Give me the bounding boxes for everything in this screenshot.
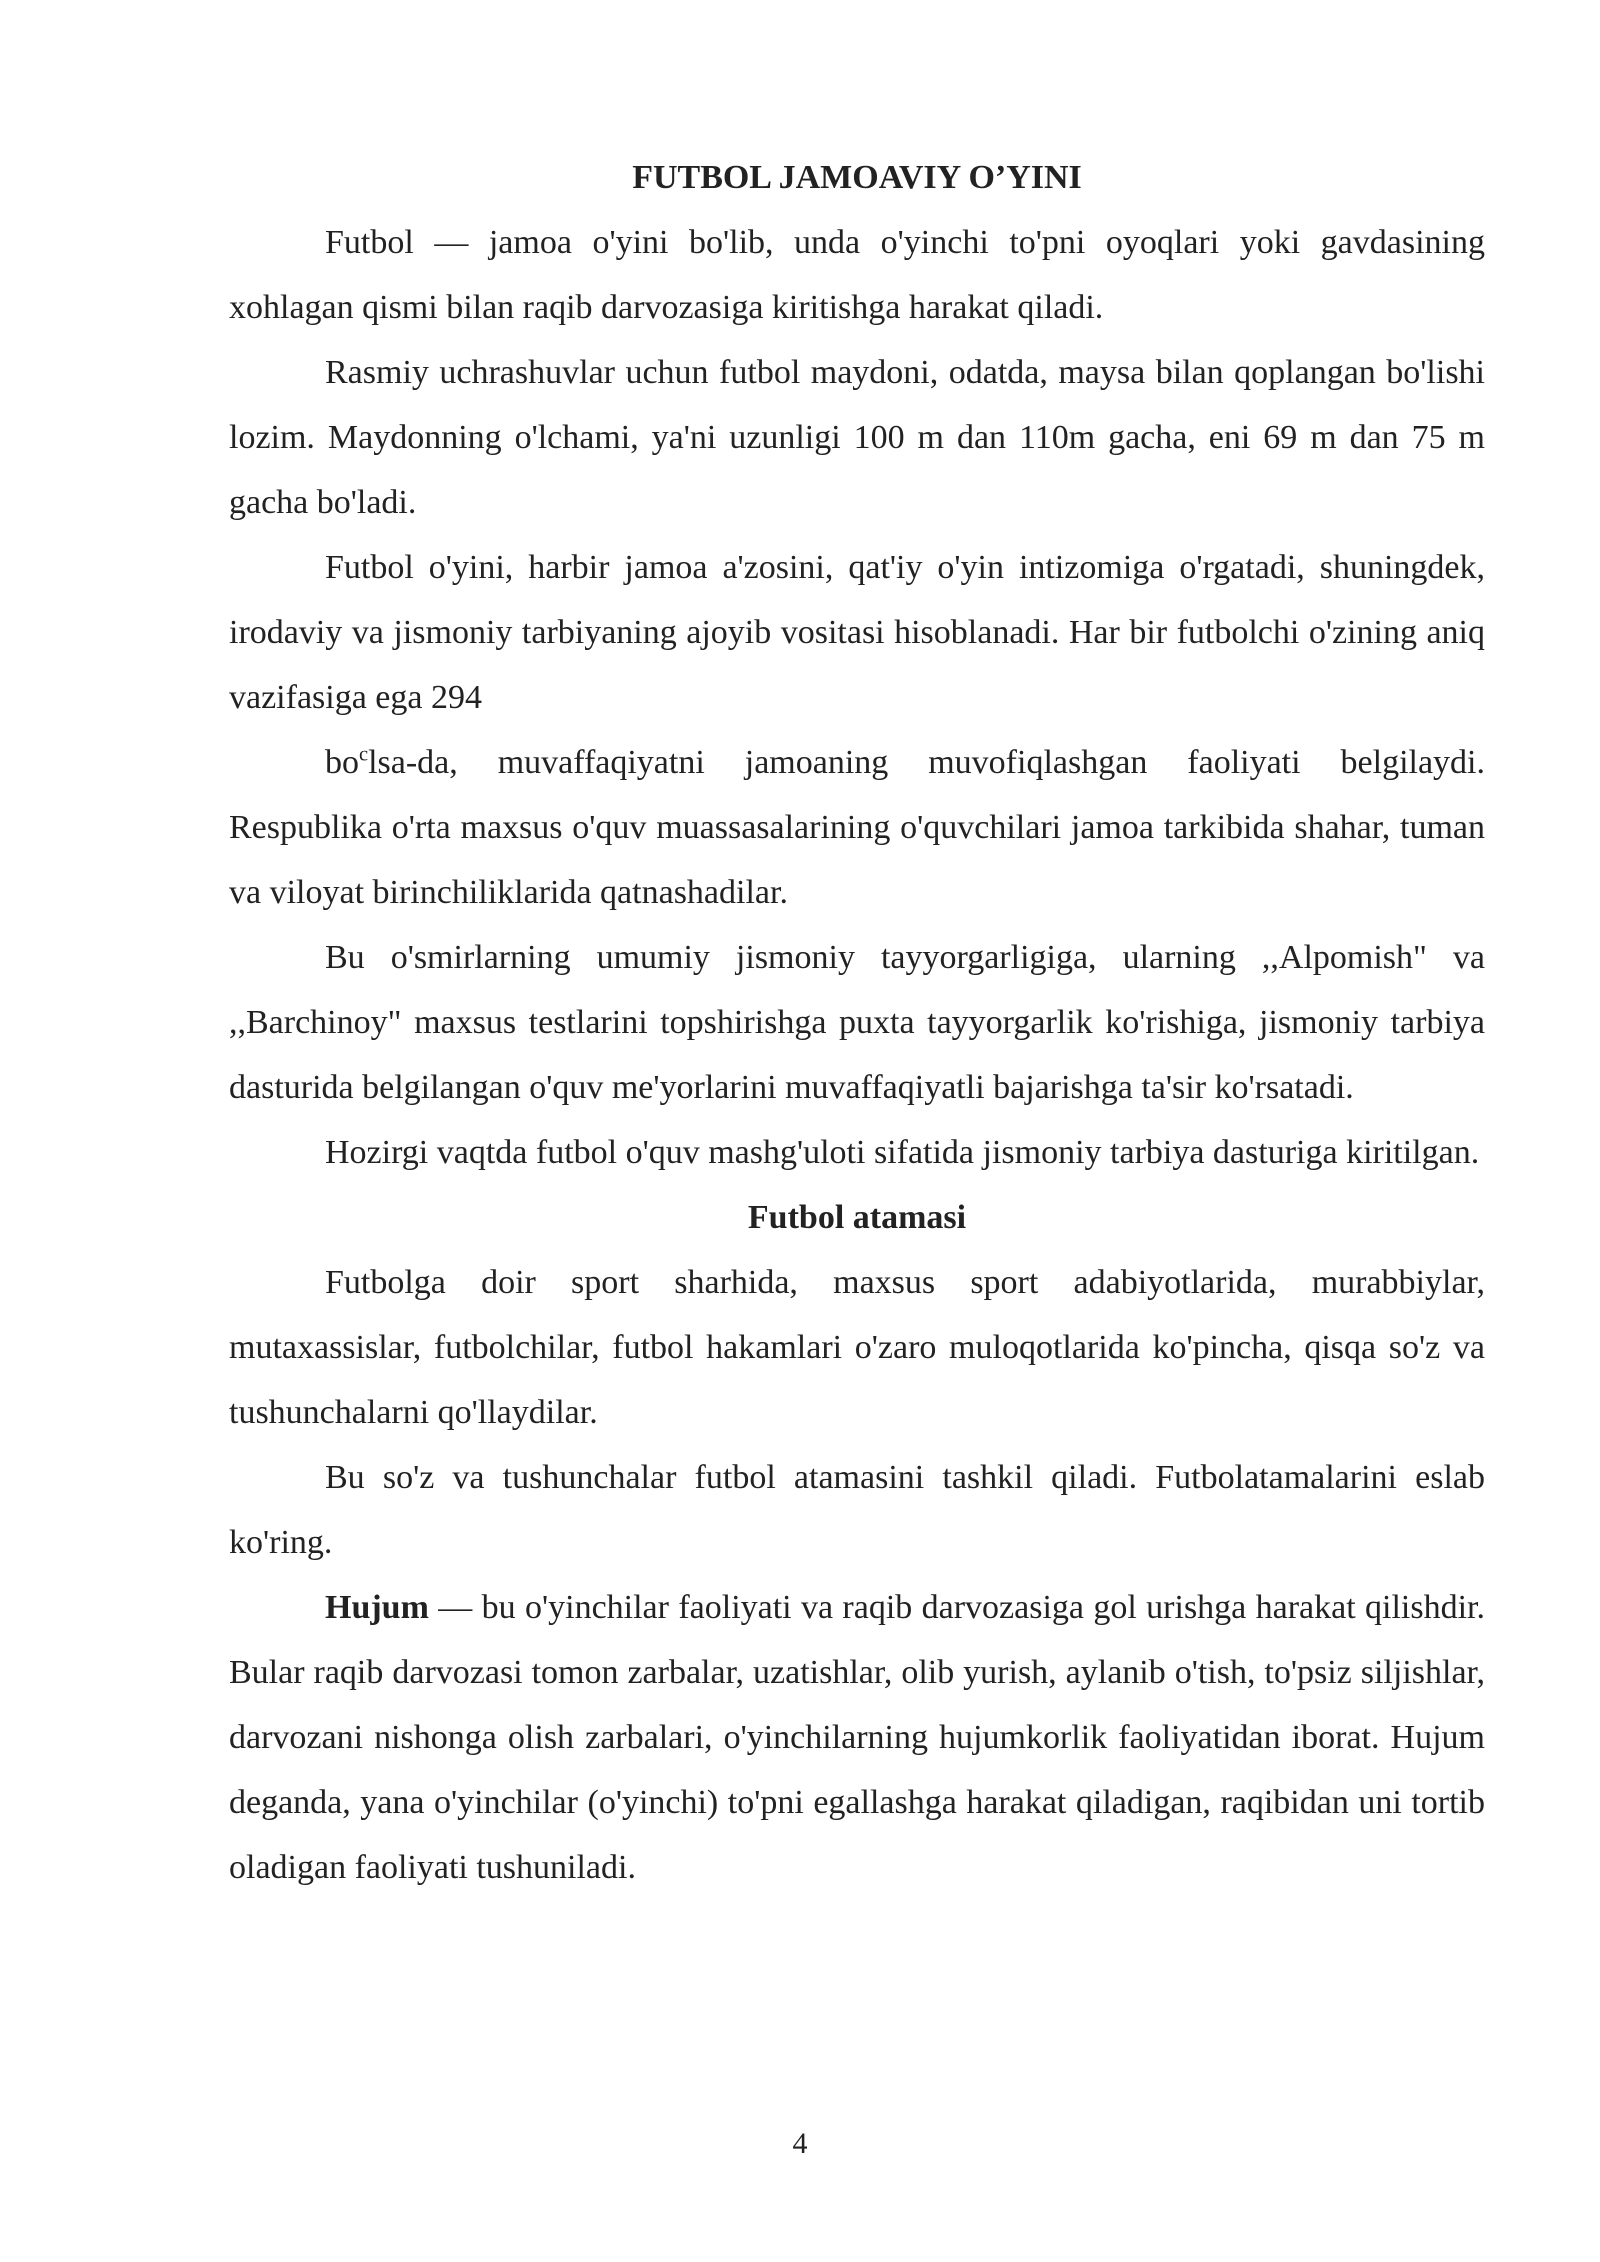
paragraph-tests: Bu o'smirlarning umumiy jismoniy tayyorgarligiga, ularning ,,Alpomish" va ,,Barchinoy" maxsus testlarini topshirishga puxta tayyorgarlik ko'rishiga, jismoniy tarbiya dasturida belgilangan o'quv me'yorlarini muvaffaqiyatli bajarishga ta'sir ko'rsatadi. xyxy=(229,939,1485,1106)
paragraph-terminology-intro: Bu so'z va tushunchalar futbol atamasini tashkil qiladi. Futbolatamalarini eslab ko'ring. xyxy=(229,1459,1485,1561)
section-heading: Futbol atamasi xyxy=(747,1199,967,1236)
paragraph-continuation xyxy=(229,730,1485,925)
paragraph-term-hujum xyxy=(229,1575,1485,1900)
page-content xyxy=(229,145,1485,1900)
paragraph-field-size: Rasmiy uchrashuvlar uchun futbol maydoni, odatda, maysa bilan qoplangan bo'lishi lozim. Maydonning o'lchami, ya'ni uzunligi 100 m dan 110m gacha, eni 69 m dan 75 m gacha bo'ladi. xyxy=(229,354,1485,521)
paragraph-discipline: Futbol o'yini, harbir jamoa a'zosini, qat'iy o'yin intizomiga o'rgatadi, shuningdek, irodaviy va jismoniy tarbiyaning ajoyib vositasi hisoblanadi. Har bir futbolchi o'zining aniq vazifasiga ega 294 xyxy=(229,549,1485,716)
paragraph-curriculum: Hozirgi vaqtda futbol o'quv mashg'uloti sifatida jismoniy tarbiya dasturiga kiritilgan. xyxy=(325,1134,1480,1171)
paragraph-terminology-usage: Futbolga doir sport sharhida, maxsus sport adabiyotlarida, murabbiylar, mutaxassislar, futbolchilar, futbol hakamlari o'zaro muloqotlarida ko'pincha, qisqa so'z va tushunchalarni qo'llaydilar. xyxy=(229,1264,1485,1431)
paragraph-definition: Futbol — jamoa o'yini bo'lib, unda o'yinchi to'pni oyoqlari yoki gavdasining xohlagan qismi bilan raqib darvozasiga kiritishga harakat qiladi. xyxy=(229,224,1485,326)
continuation-superscript: c xyxy=(359,743,369,766)
continuation-prefix: bo xyxy=(325,744,359,781)
term-word: Hujum xyxy=(325,1589,429,1626)
page-number: 4 xyxy=(792,2127,808,2160)
term-definition: — bu o'yinchilar faoliyati va raqib darvozasiga gol urishga harakat qilishdir. Bular raqib darvozasi tomon zarbalar, uzatishlar, olib yurish, aylanib o'tish, to'psiz siljishlar, darvozani nishonga olish zarbalari, o'yinchilarning hujumkorlik faoliyatidan iborat. Hujum deganda, yana o'yinchilar (o'yinchi) to'pni egallashga harakat qiladigan, raqibidan uni tortib oladigan faoliyati tushuniladi. xyxy=(229,1589,1485,1886)
page-title: FUTBOL JAMOAVIY O’YINI xyxy=(632,159,1082,196)
continuation-rest: lsa-da, muvaffaqiyatni jamoaning muvofiqlashgan faoliyati belgilaydi. Respublika o'rta maxsus o'quv muassasalarining o'quvchilari jamoa tarkibida shahar, tuman va viloyat birinchiliklarida qatnashadilar. xyxy=(229,744,1485,911)
